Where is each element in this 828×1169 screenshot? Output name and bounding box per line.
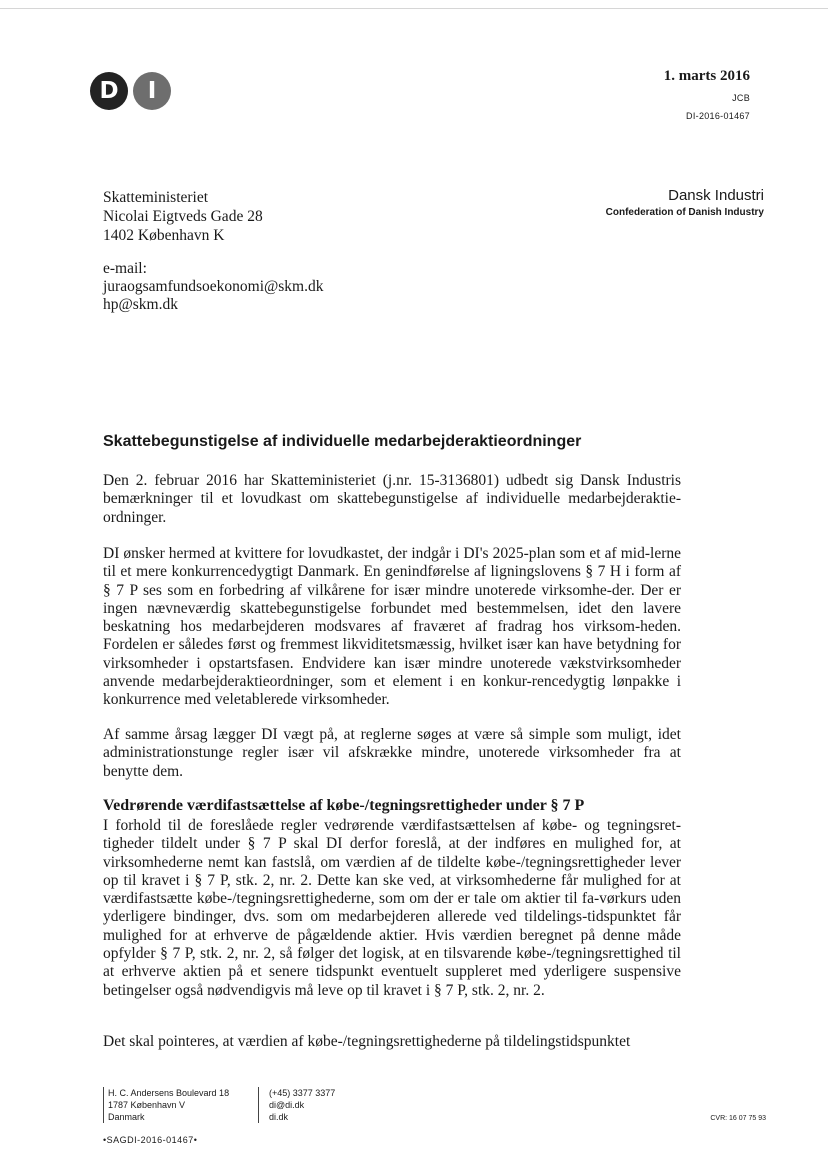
email-block xyxy=(103,260,324,314)
di-logo xyxy=(90,72,171,110)
sender-subtitle: Confederation of Danish Industry xyxy=(605,207,764,218)
body-paragraph: DI ønsker hermed at kvittere for lovudkastet, der indgår i DI's 2025-plan som et af mid-lerne til et mere konkurrencedygtigt Danmark. En genindførelse af ligningslovens § 7 H i form af § 7 P ses som en forbedring af vilkårene for især mindre unoterede virksomhe-der. Der er ingen nævneværdig skattebegunstigelse forbundet med bestemmelsen, idet den lavere beskatning hos medarbejderen modsvares af fraværet af fradrag hos virksom-heden. Fordelen er således først og fremmest likviditetsmæssig, hvilket især kan have betydning for virksomheder i opstartsfasen. Endvidere kan især mindre unoterede vækstvirksomheder anvende medarbejderaktieordninger, som et element i en konkur-rencedygtig lønpakke i konkurrence med veletablerede virksomheder. xyxy=(103,545,681,709)
body-paragraph: Det skal pointeres, at værdien af købe-/tegningsrettighederne på tildelingstidspunktet xyxy=(103,1033,631,1050)
section-heading: Vedrørende værdifastsættelse af købe-/tegningsrettigheder under § 7 P xyxy=(103,797,585,814)
email-address: juraogsamfundsoekonomi@skm.dk xyxy=(103,278,324,295)
body-paragraph: Af samme årsag lægger DI vægt på, at reglerne søges at være så simple som muligt, idet administrationstunge regler især vil afskrække mindre, unoterede virksomheder fra at benytte dem. xyxy=(103,726,681,780)
footer-phone: (+45) 3377 3377 xyxy=(269,1088,336,1098)
sender-block xyxy=(606,187,764,218)
recipient-line: Nicolai Eigtveds Gade 28 xyxy=(103,208,263,225)
recipient-address xyxy=(103,188,263,245)
letter-meta xyxy=(664,68,750,121)
footer-line: 1787 København V xyxy=(108,1100,186,1110)
letter-title: Skattebegunstigelse af individuelle medarbejderaktieordninger xyxy=(103,433,582,450)
recipient-line: Skatteministeriet xyxy=(103,189,209,206)
footer-website: di.dk xyxy=(269,1112,289,1122)
email-address: hp@skm.dk xyxy=(103,296,178,313)
logo-letter-d: D xyxy=(90,72,128,110)
body-paragraph: I forhold til de foreslåede regler vedrørende værdifastsættelsen af købe- og tegningsret-tigheder tildelt under § 7 P skal DI derfor foreslå, at der indføres en mulighed for, at virksomhederne nemt kan fastslå, om værdien af de tildelte købe-/tegningsrettigheder lever op til kravet i § 7 P, stk. 2, nr. 2. Dette kan ske ved, at virksomhederne får mulighed for at værdifastsætte købe-/tegningsrettighederne, som om der er tale om aktier til fa-vørkurs uden yderligere bindinger, dvs. som om medarbejderen allerede ved tildelings-tidspunktet får mulighed for at erhverve de pågældende aktier. Hvis værdien beregnet på denne måde opfylder § 7 P, stk. 2, nr. 2, så følger det logisk, at en tilsvarende købe-/tegningsrettighed til at erhverve aktien på et senere tidspunkt eventuelt suppleret med yderligere suspensive betingelser også nødvendigvis må leve op til kravet i § 7 P, stk. 2, nr. 2. xyxy=(103,817,681,999)
initials: JCB xyxy=(732,93,750,103)
case-barcode: •SAGDI-2016-01467• xyxy=(103,1135,198,1145)
footer-email: di@di.dk xyxy=(269,1100,305,1110)
body-paragraph: Den 2. februar 2016 har Skatteministeriet (j.nr. 15-3136801) udbedt sig Dansk Industris bemærkninger til et lovudkast om skattebegunstigelse af individuelle medarbejderaktie-ordninger. xyxy=(103,472,681,526)
recipient-line: 1402 København K xyxy=(103,227,225,244)
cvr-number: CVR: 16 07 75 93 xyxy=(710,1115,766,1122)
sender-name: Dansk Industri xyxy=(668,187,764,204)
letter-date: 1. marts 2016 xyxy=(663,68,750,84)
top-rule xyxy=(0,8,828,9)
logo-letter-i: I xyxy=(133,72,171,110)
email-label: e-mail: xyxy=(103,260,147,277)
footer-line: Danmark xyxy=(108,1112,145,1122)
footer-address xyxy=(103,1087,229,1123)
footer-line: H. C. Andersens Boulevard 18 xyxy=(108,1088,230,1098)
footer-contact xyxy=(258,1087,335,1123)
reference-number: DI-2016-01467 xyxy=(686,111,750,121)
